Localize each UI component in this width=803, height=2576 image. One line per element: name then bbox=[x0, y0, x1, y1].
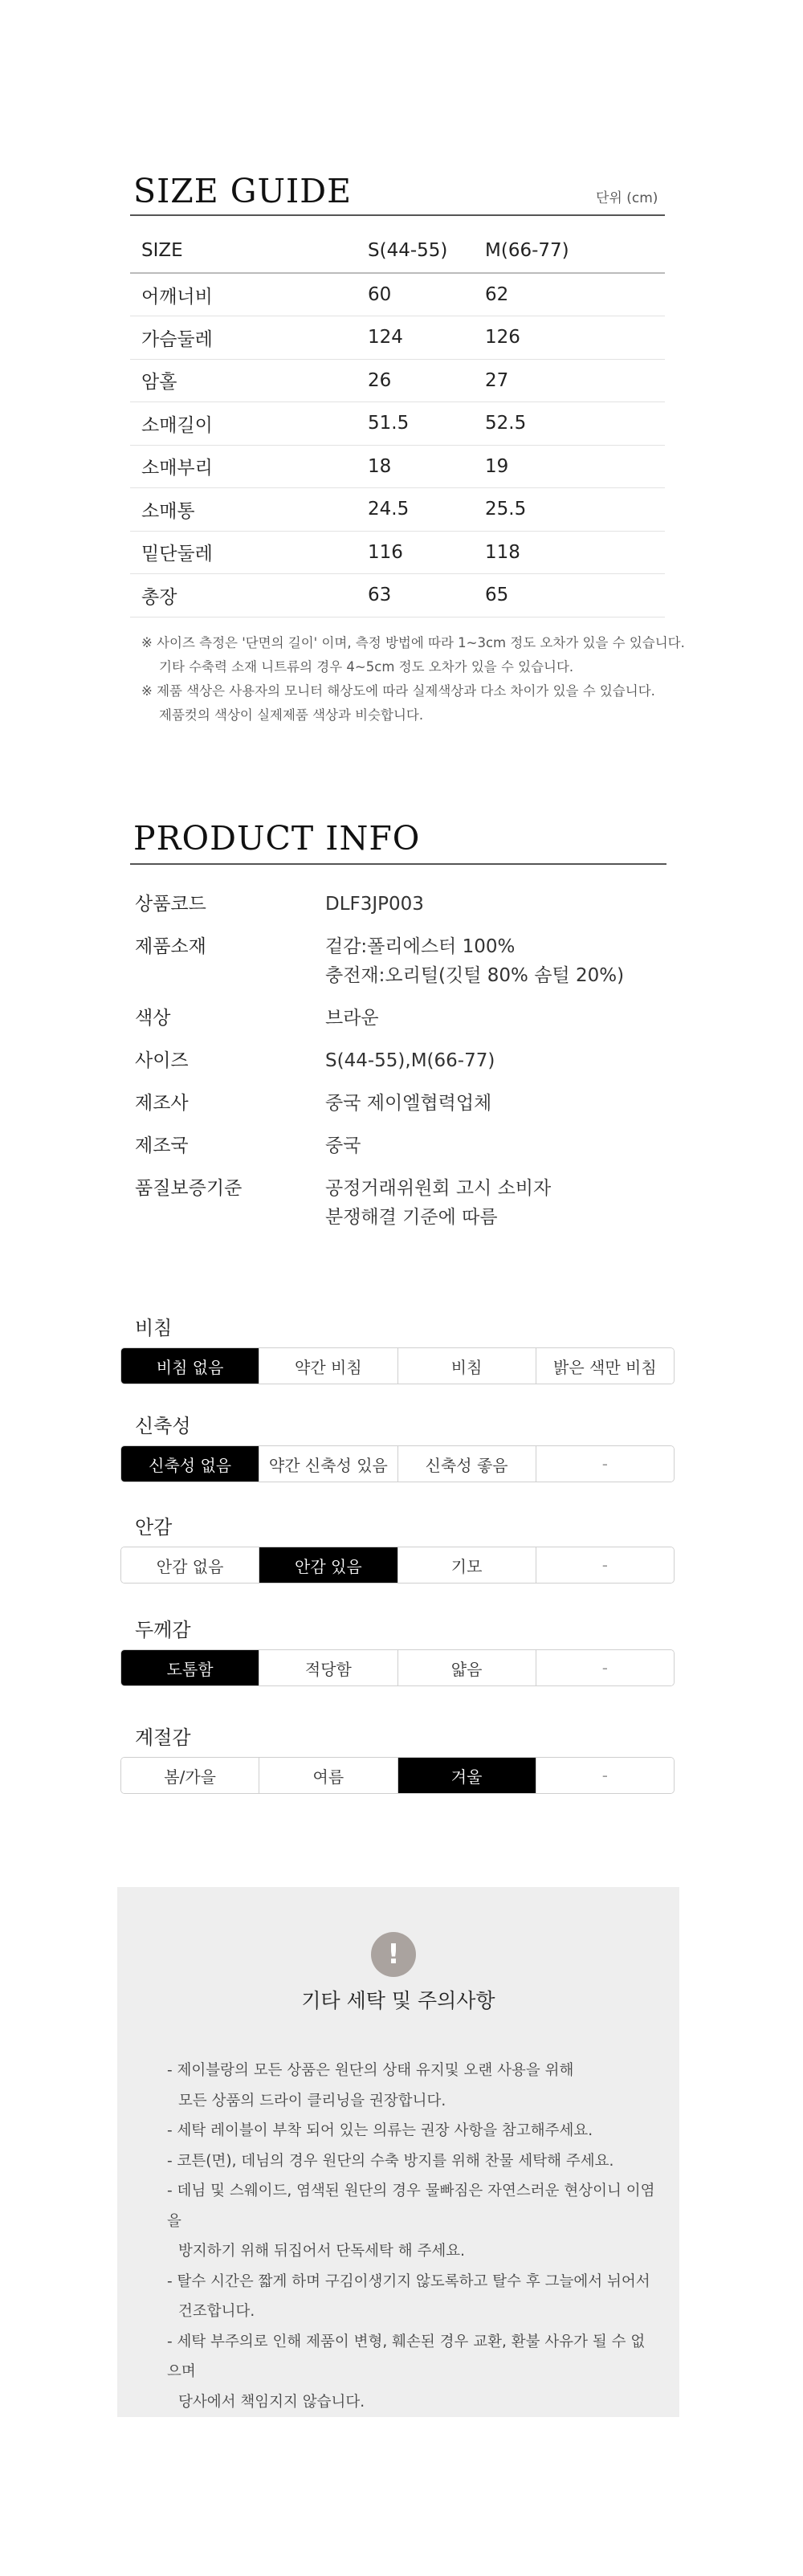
size-table-header bbox=[130, 228, 665, 273]
size-measure-label: 어깨너비 bbox=[130, 273, 368, 316]
size-table-row bbox=[130, 402, 665, 446]
size-value: 19 bbox=[485, 445, 665, 488]
size-measure-label: 암홀 bbox=[130, 359, 368, 402]
care-item-line: - 세탁 레이블이 부착 되어 있는 의류는 권장 사항을 참고해주세요. bbox=[167, 2122, 593, 2139]
attribute-scale bbox=[120, 1513, 675, 1584]
care-item bbox=[167, 2327, 657, 2418]
care-title: 기타 세탁 및 주의사항 bbox=[301, 1989, 495, 2012]
care-item bbox=[167, 2176, 657, 2267]
size-table-row bbox=[130, 359, 665, 402]
attribute-scale bbox=[120, 1412, 675, 1482]
attribute-option-selected: 도톰함 bbox=[121, 1650, 259, 1685]
attribute-option: - bbox=[536, 1547, 674, 1583]
attribute-scale bbox=[120, 1314, 675, 1384]
attribute-label: 두께감 bbox=[135, 1619, 191, 1641]
product-info-value-line: 브라운 bbox=[325, 1008, 379, 1029]
product-info-value bbox=[325, 1131, 361, 1160]
care-item-line: 건조합니다. bbox=[178, 2303, 255, 2320]
size-guide-divider bbox=[130, 214, 665, 216]
product-info-divider bbox=[130, 863, 666, 865]
size-note: 제품컷의 색상이 실제제품 색상과 비슷합니다. bbox=[159, 707, 424, 723]
product-info-value bbox=[325, 1004, 379, 1033]
size-measure-label: 총장 bbox=[130, 574, 368, 618]
size-value: 18 bbox=[368, 445, 485, 488]
size-note: ※ 사이즈 측정은 '단면의 길이' 이며, 측정 방법에 따라 1~3cm 정도 오차가 있을 수 있습니다. bbox=[141, 635, 685, 650]
size-notes bbox=[141, 631, 685, 728]
size-measure-label: 소매부리 bbox=[130, 445, 368, 488]
product-info-value-line: 공정거래위원회 고시 소비자 bbox=[325, 1178, 552, 1199]
care-item bbox=[167, 2146, 657, 2177]
product-info-value bbox=[325, 1046, 495, 1075]
product-info-row bbox=[135, 932, 665, 990]
size-value: 116 bbox=[368, 531, 485, 574]
product-info-value-line: 중국 bbox=[325, 1135, 361, 1156]
size-note: 기타 수축력 소재 니트류의 경우 4~5cm 정도 오차가 있을 수 있습니다. bbox=[159, 659, 574, 675]
care-list bbox=[167, 2056, 657, 2417]
attribute-option: 안감 없음 bbox=[121, 1547, 259, 1583]
attribute-label: 계절감 bbox=[135, 1726, 191, 1749]
attribute-option: 신축성 좋음 bbox=[398, 1446, 536, 1482]
attribute-option: 여름 bbox=[259, 1758, 397, 1793]
size-measure-label: 밑단둘레 bbox=[130, 531, 368, 574]
size-value: 62 bbox=[485, 273, 665, 316]
product-info-value bbox=[325, 932, 624, 990]
attribute-options bbox=[120, 1757, 675, 1794]
care-item-line: - 세탁 부주의로 인해 제품이 변형, 훼손된 경우 교환, 환불 사유가 될 수 없으며 bbox=[167, 2333, 646, 2380]
attribute-option-selected: 신축성 없음 bbox=[121, 1446, 259, 1482]
size-table bbox=[130, 228, 665, 618]
attribute-option-selected: 안감 있음 bbox=[259, 1547, 397, 1583]
attribute-option: - bbox=[536, 1758, 674, 1793]
size-value: 24.5 bbox=[368, 488, 485, 532]
size-guide-unit: 단위 (cm) bbox=[596, 190, 658, 206]
size-table-row bbox=[130, 273, 665, 316]
attribute-option-selected: 비침 없음 bbox=[121, 1348, 259, 1384]
size-value: 60 bbox=[368, 273, 485, 316]
product-info-value-line: 중국 제이엘협력업체 bbox=[325, 1093, 492, 1114]
product-info-value-line: 겉감:폴리에스터 100% bbox=[325, 936, 516, 957]
size-guide-title: SIZE GUIDE bbox=[133, 172, 353, 210]
product-info-label: 색상 bbox=[135, 1008, 171, 1029]
care-notice-box bbox=[117, 1887, 679, 2417]
attribute-option-selected: 겨울 bbox=[398, 1758, 536, 1793]
size-note: ※ 제품 색상은 사용자의 모니터 해상도에 따라 실제색상과 다소 차이가 있을 수 있습니다. bbox=[141, 683, 655, 699]
attribute-label: 안감 bbox=[135, 1516, 173, 1539]
size-value: 124 bbox=[368, 316, 485, 360]
attribute-label: 비침 bbox=[135, 1317, 173, 1339]
product-info-value-line: S(44-55),M(66-77) bbox=[325, 1050, 495, 1071]
product-info-row bbox=[135, 1174, 665, 1232]
size-value: 126 bbox=[485, 316, 665, 360]
attribute-label: 신축성 bbox=[135, 1415, 191, 1437]
product-info-value-line: 충전재:오리털(깃털 80% 솜털 20%) bbox=[325, 965, 625, 986]
attribute-option: 비침 bbox=[398, 1348, 536, 1384]
product-info-label: 사이즈 bbox=[135, 1050, 189, 1071]
attribute-option: 밝은 색만 비침 bbox=[536, 1348, 674, 1384]
attribute-option: 약간 비침 bbox=[259, 1348, 397, 1384]
product-info-row bbox=[135, 1089, 665, 1118]
size-measure-label: 소매길이 bbox=[130, 402, 368, 446]
size-measure-label: 소매통 bbox=[130, 488, 368, 532]
size-value: 26 bbox=[368, 359, 485, 402]
size-table-row bbox=[130, 574, 665, 618]
attribute-options bbox=[120, 1445, 675, 1482]
care-item-line: - 데님 및 스웨이드, 염색된 원단의 경우 물빠짐은 자연스러운 현상이니 이염을 bbox=[167, 2183, 655, 2230]
attribute-option: 기모 bbox=[398, 1547, 536, 1583]
product-info-label: 제품소재 bbox=[135, 936, 206, 957]
size-table-row bbox=[130, 445, 665, 488]
size-measure-label: 가슴둘레 bbox=[130, 316, 368, 360]
size-value: 63 bbox=[368, 574, 485, 618]
care-item bbox=[167, 2267, 657, 2327]
product-info-label: 품질보증기준 bbox=[135, 1178, 243, 1199]
care-item bbox=[167, 2056, 657, 2116]
attribute-options bbox=[120, 1547, 675, 1584]
product-info-row bbox=[135, 890, 665, 919]
exclamation-icon: ! bbox=[371, 1932, 416, 1977]
product-info-title: PRODUCT INFO bbox=[133, 819, 421, 858]
attribute-option: 약간 신축성 있음 bbox=[259, 1446, 397, 1482]
size-value: 51.5 bbox=[368, 402, 485, 446]
size-value: 25.5 bbox=[485, 488, 665, 532]
product-info-value bbox=[325, 1089, 491, 1118]
size-value: S(44-55) bbox=[368, 228, 485, 273]
size-value: 65 bbox=[485, 574, 665, 618]
care-item-line: 당사에서 책임지지 않습니다. bbox=[178, 2393, 365, 2411]
product-info-value bbox=[325, 890, 424, 919]
product-info-row bbox=[135, 1131, 665, 1160]
care-item-line: - 제이블랑의 모든 상품은 원단의 상태 유지및 오랜 사용을 위해 bbox=[167, 2062, 574, 2079]
product-info-value-line: DLF3JP003 bbox=[325, 894, 424, 915]
size-value: 27 bbox=[485, 359, 665, 402]
attribute-options bbox=[120, 1347, 675, 1384]
attribute-option: - bbox=[536, 1446, 674, 1482]
care-item-line: 방지하기 위해 뒤집어서 단독세탁 해 주세요. bbox=[178, 2243, 465, 2260]
size-table-row bbox=[130, 316, 665, 360]
product-info-label: 상품코드 bbox=[135, 894, 206, 915]
attribute-option: 얇음 bbox=[398, 1650, 536, 1685]
size-table-row bbox=[130, 531, 665, 574]
product-info-value-line: 분쟁해결 기준에 따름 bbox=[325, 1207, 498, 1228]
product-info-row bbox=[135, 1004, 665, 1033]
attribute-options bbox=[120, 1649, 675, 1686]
size-measure-label: SIZE bbox=[130, 228, 368, 273]
product-info-label: 제조국 bbox=[135, 1135, 189, 1156]
attribute-option: - bbox=[536, 1650, 674, 1685]
product-info-list bbox=[135, 890, 665, 1245]
attribute-option: 봄/가을 bbox=[121, 1758, 259, 1793]
size-value: M(66-77) bbox=[485, 228, 665, 273]
care-item bbox=[167, 2116, 657, 2146]
size-value: 52.5 bbox=[485, 402, 665, 446]
care-item-line: - 탈수 시간은 짧게 하며 구김이생기지 않도록하고 탈수 후 그늘에서 뉘어서 bbox=[167, 2272, 650, 2290]
size-table-row bbox=[130, 488, 665, 532]
care-item-line: 모든 상품의 드라이 클리닝을 권장합니다. bbox=[178, 2092, 446, 2109]
size-value: 118 bbox=[485, 531, 665, 574]
attribute-scale bbox=[120, 1723, 675, 1794]
product-info-value bbox=[325, 1174, 551, 1232]
product-info-label: 제조사 bbox=[135, 1093, 189, 1114]
attribute-scale bbox=[120, 1616, 675, 1686]
attribute-option: 적당함 bbox=[259, 1650, 397, 1685]
product-info-row bbox=[135, 1046, 665, 1075]
care-item-line: - 코튼(면), 데님의 경우 원단의 수축 방지를 위해 찬물 세탁해 주세요. bbox=[167, 2152, 614, 2170]
